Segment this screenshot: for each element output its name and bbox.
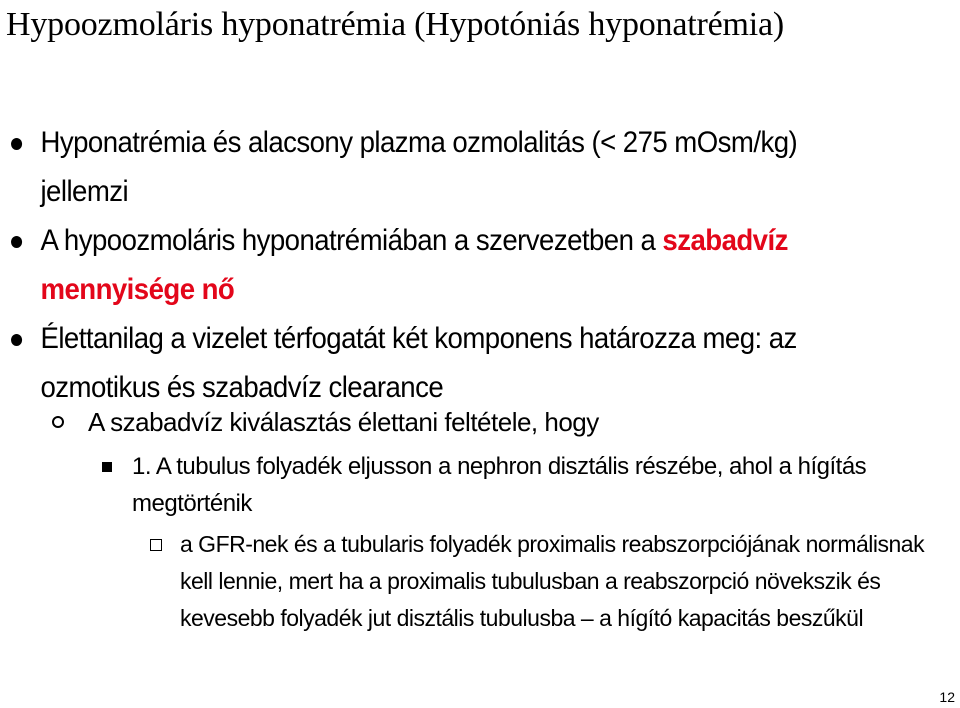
slide-title: Hypoozmoláris hyponatrémia (Hypotóniás hyponatrémia) (6, 6, 785, 43)
sub-sub-sub-bullet-text: a GFR-nek és a tubularis folyadék proximalis reabszorpciójának normálisnak kell lennie, mert ha a proximalis tubulusban a reabszorpció növekszik és kevesebb folyadék jut disztális tubulusba – a hígító kapacitás beszűkül (180, 531, 925, 631)
sub-bullet-list (0, 402, 960, 442)
bullet-text: A hypoozmoláris hyponatrémiában a szervezetben a (40, 224, 663, 257)
bullet-item (0, 216, 883, 314)
bullet-hollow-square-icon (150, 539, 162, 551)
bullet-text: Élettanilag a vizelet térfogatát két komponens határozza meg: az ozmotikus és szabadvíz clearance (40, 322, 797, 404)
sub-bullet-item (0, 402, 960, 442)
sub-sub-bullet-item (0, 448, 960, 522)
sub-sub-bullet-text: 1. A tubulus folyadék eljusson a nephron disztális részébe, ahol a hígítás megtörténik (132, 453, 867, 517)
bullet-dot-icon (11, 334, 22, 346)
page-number: 12 (939, 689, 955, 705)
bullet-list (0, 118, 883, 412)
bullet-dot-icon (11, 138, 22, 150)
bullet-text: Hyponatrémia és alacsony plazma ozmolalitás (< 275 mOsm/kg) jellemzi (40, 126, 798, 208)
bullet-item (0, 314, 883, 412)
bullet-square-icon (102, 462, 112, 472)
bullet-item (0, 118, 883, 216)
sub-sub-sub-bullet-item (0, 526, 960, 637)
sub-sub-bullet-list (0, 448, 960, 522)
bullet-highlight-text: szabadvíz mennyisége nő (40, 224, 788, 306)
sub-sub-sub-bullet-list (0, 526, 960, 637)
sub-bullet-text: A szabadvíz kiválasztás élettani feltétele, hogy (88, 407, 599, 437)
bullet-dot-icon (11, 236, 22, 248)
bullet-circle-icon (52, 416, 64, 428)
